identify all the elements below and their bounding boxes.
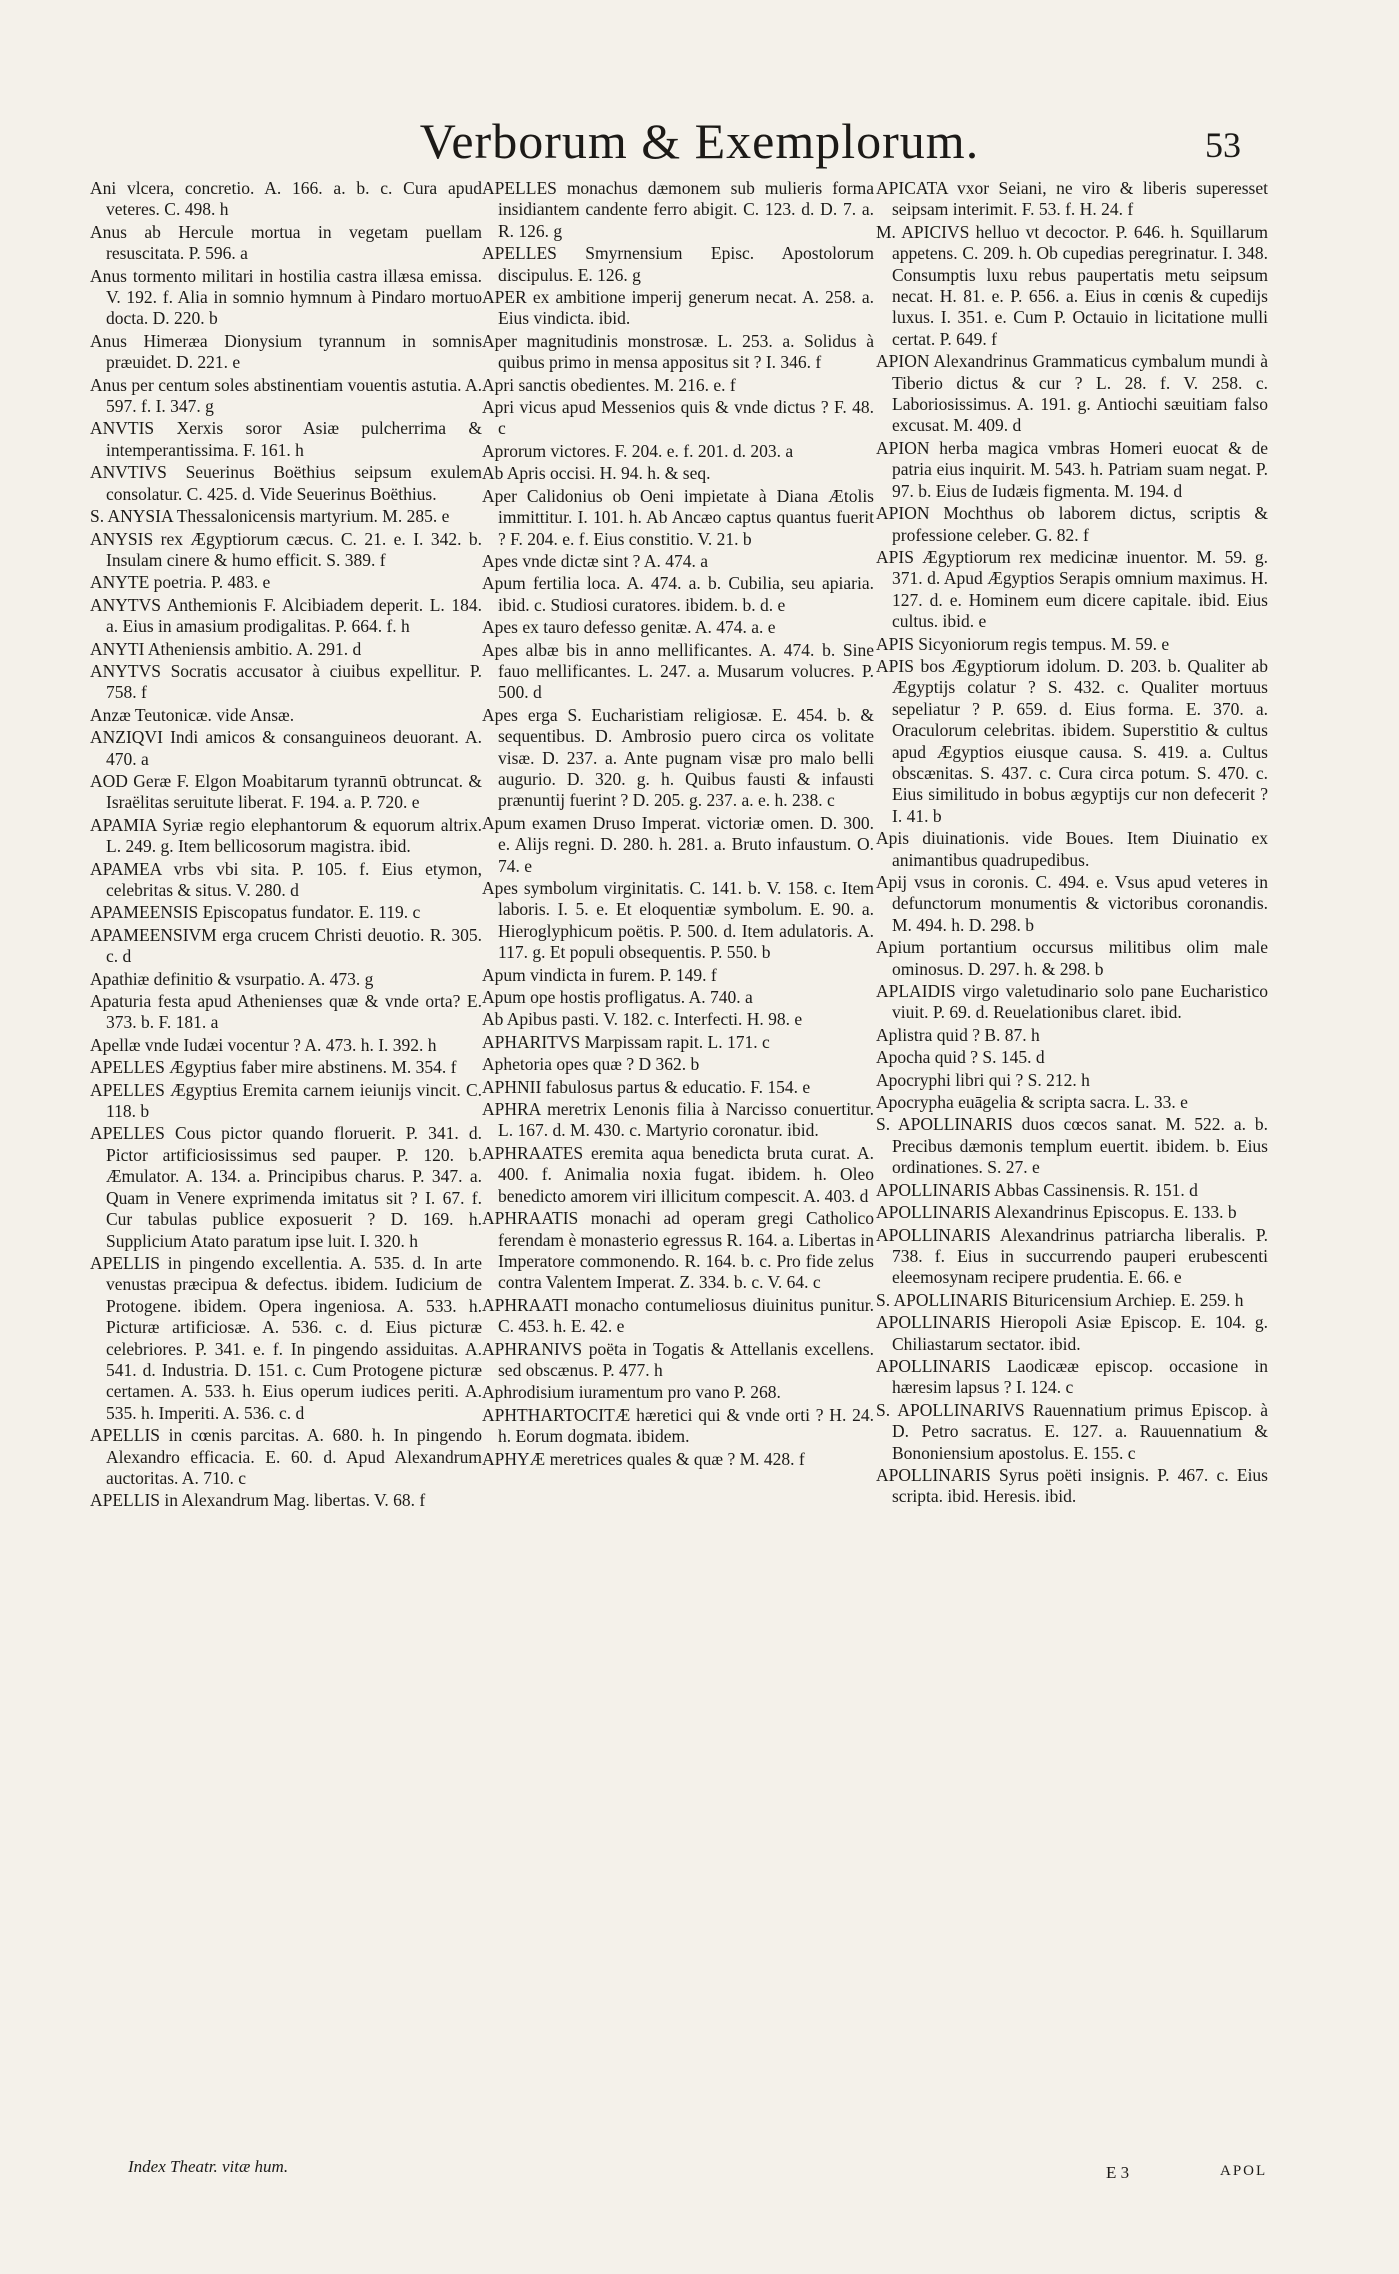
index-entry: APAMEENSIS Episcopatus fundator. E. 119. c [90, 902, 421, 923]
index-entry: APION Alexandrinus Grammaticus cymbalum mundi à Tiberio dictus & cur ? L. 28. f. V. 258. c. Laboriosissimus. A. 191. g. Antiochi sæuitiam falso excusat. M. 409. d [876, 351, 1268, 436]
index-entry: APELLIS in pingendo excellentia. A. 535. d. In arte venustas præcipua & defectus. ibidem. Iudicium de Protogene. ibidem. Opera ingeniosa. A. 533. h. Picturæ artificiosæ. A. 536. c. d. Eius picturæ celebriores. P. 341. e. f. In pingendo assiduitas. A. 541. d. Industria. D. 151. c. Cum Protogene picturæ certamen. A. 533. h. Eius operum iudices periti. A. 535. h. Imperiti. A. 536. c. d [90, 1252, 482, 1423]
index-entry: ANYTE poetria. P. 483. e [90, 572, 271, 593]
index-entry: APION herba magica vmbras Homeri euocat & de patria eius inquirit. M. 543. h. Patriam suam negat. P. 97. b. Eius de Iudæis figmenta. M. 194. d [876, 437, 1268, 501]
index-entry: Apum examen Druso Imperat. victoriæ omen. D. 300. e. Alijs regni. D. 280. h. 281. a. Bruto infaustum. O. 74. e [482, 812, 874, 876]
index-entry: ANVTIVS Seuerinus Boëthius seipsum exulem consolatur. C. 425. d. Vide Seuerinus Boëthius. [90, 462, 482, 504]
index-entry: APELLES Cous pictor quando floruerit. P. 341. d. Pictor artificiosissimus sed pauper. P. 120. b. Æmulator. A. 134. a. Principibus charus. P. 347. a. Quam in Venere exprimenda imitatus sit ? I. 67. f. Cur tabulas publice exposuerit ? D. 169. h. Supplicium Atato paratum ipse luit. I. 320. h [90, 1123, 482, 1251]
index-entry: APION Mochthus ob laborem dictus, scriptis & professione celeber. G. 82. f [876, 503, 1268, 545]
index-entry: APIS Ægyptiorum rex medicinæ inuentor. M. 59. g. 371. d. Apud Ægyptios Serapis omnium maximus. H. 127. d. e. Hominem eum dicere capitale. ibid. Eius cultus. ibid. e [876, 546, 1268, 632]
index-entry: APER ex ambitione imperij generum necat. A. 258. a. Eius vindicta. ibid. [482, 287, 874, 329]
index-entry: APOLLINARIS Hieropoli Asiæ Episcop. E. 104. g. Chiliastarum sectator. ibid. [876, 1312, 1268, 1354]
index-entry: Apum vindicta in furem. P. 149. f [482, 964, 717, 985]
index-entry: ANVTIS Xerxis soror Asiæ pulcherrima & intemperantissima. F. 161. h [90, 418, 482, 460]
index-entry: APHARITVS Marpissam rapit. L. 171. c [482, 1031, 770, 1052]
index-column-left [90, 178, 482, 1512]
index-entry: ANYTVS Anthemionis F. Alcibiadem deperit. L. 184. a. Eius in amasium prodigalitas. P. 664. f. h [90, 594, 482, 637]
index-entry: Anus Himeræa Dionysium tyrannum in somnis præuidet. D. 221. e [90, 330, 482, 373]
index-entry: ANYTI Atheniensis ambitio. A. 291. d [90, 638, 362, 659]
index-entry: APHRANIVS poëta in Togatis & Attellanis excellens. sed obscænus. P. 477. h [482, 1338, 874, 1380]
index-entry: APOLLINARIS Alexandrinus patriarcha liberalis. P. 738. f. Eius in succurrendo pauperi erubescenti eleemosynam recipere prudentia. E. 66. e [876, 1224, 1268, 1288]
index-entry: APICATA vxor Seiani, ne viro & liberis superesset seipsam interimit. F. 53. f. H. 24. f [876, 178, 1268, 220]
index-entry: ANZIQVI Indi amicos & consanguineos deuorant. A. 470. a [90, 727, 482, 769]
index-entry: Apium portantium occursus militibus olim male ominosus. D. 297. h. & 298. b [876, 937, 1268, 979]
index-entry: APOLLINARIS Alexandrinus Episcopus. E. 133. b [876, 1202, 1237, 1223]
index-entry: Ani vlcera, concretio. A. 166. a. b. c. Cura apud veteres. C. 498. h [90, 178, 482, 220]
index-entry: Apaturia festa apud Athenienses quæ & vnde orta? E. 373. b. F. 181. a [90, 991, 482, 1033]
index-entry: APELLES monachus dæmonem sub mulieris forma insidiantem candente ferro abigit. C. 123. d. D. 7. a. R. 126. g [482, 178, 874, 241]
index-column-right [876, 178, 1268, 1508]
index-entry: Apes erga S. Eucharistiam religiosæ. E. 454. b. & sequentibus. D. Ambrosio puero circa os volitate visæ. D. 237. a. Ante pugnam visæ pro malo belli augurio. D. 320. g. h. Quibus fausti & infausti prænuntij fuerint ? D. 205. g. 237. a. e. h. 238. c [482, 704, 874, 811]
index-entry: APIS Sicyoniorum regis tempus. M. 59. e [876, 633, 1170, 654]
index-entry: APAMEENSIVM erga crucem Christi deuotio. R. 305. c. d [90, 924, 482, 967]
index-entry: Anus per centum soles abstinentiam vouentis astutia. A. 597. f. I. 347. g [90, 374, 482, 417]
index-entry: APAMIA Syriæ regio elephantorum & equorum altrix. L. 249. g. Item bellicosorum magistra. ibid. [90, 814, 482, 857]
index-entry: APHRAATES eremita aqua benedicta bruta curat. A. 400. f. Animalia noxia fugat. ibidem. h. Oleo benedicto amorem viri illicitum compescit. A. 403. d [482, 1142, 874, 1206]
index-entry: APELLES Ægyptius Eremita carnem ieiunijs vincit. C. 118. b [90, 1079, 482, 1122]
index-entry: S. APOLLINARIVS Rauennatium primus Episcop. à D. Petro sacratus. E. 127. a. Rauuennatium & Bononiensium apostolus. E. 155. c [876, 1399, 1268, 1463]
index-entry: APELLES Ægyptius faber mire abstinens. M. 354. f [90, 1057, 457, 1078]
index-entry: APELLIS in Alexandrum Mag. libertas. V. 68. f [90, 1490, 426, 1511]
index-entry: Ab Apibus pasti. V. 182. c. Interfecti. H. 98. e [482, 1009, 803, 1030]
index-entry: ANYTVS Socratis accusator à ciuibus expellitur. P. 758. f [90, 660, 482, 703]
index-entry: Apes vnde dictæ sint ? A. 474. a [482, 550, 709, 571]
index-entry: Ab Apris occisi. H. 94. h. & seq. [482, 463, 711, 484]
index-entry: Apocha quid ? S. 145. d [876, 1047, 1045, 1068]
index-entry: S. APOLLINARIS Bituricensium Archiep. E. 259. h [876, 1289, 1244, 1310]
index-entry: Apes ex tauro defesso genitæ. A. 474. a. e [482, 617, 776, 638]
index-entry: Apes symbolum virginitatis. C. 141. b. V. 158. c. Item laboris. I. 5. e. Et eloquentiæ symbolum. E. 90. a. Hieroglyphicum poëtis. P. 500. d. Item adulatoris. A. 117. g. Et populi obsequentis. P. 550. b [482, 878, 874, 963]
index-entry: APHRAATIS monachi ad operam gregi Catholico ferendam è monasterio egressus R. 164. a. Libertas in Imperatore commonendo. R. 164. b. c. Pro fide zelus contra Valentem Imperat. Z. 334. b. c. V. 64. c [482, 1208, 874, 1293]
index-entry: Anus tormento militari in hostilia castra illæsa emissa. V. 192. f. Alia in somnio hymnum à Pindaro mortuo docta. D. 220. b [90, 265, 482, 329]
index-entry: APELLES Smyrnensium Episc. Apostolorum discipulus. E. 126. g [482, 243, 874, 285]
index-entry: APHRAATI monacho contumeliosus diuinitus punitur. C. 453. h. E. 42. e [482, 1294, 874, 1337]
index-entry: ANYSIS rex Ægyptiorum cæcus. C. 21. e. I. 342. b. Insulam cinere & humo efficit. S. 389. f [90, 528, 482, 570]
index-entry: Apum ope hostis profligatus. A. 740. a [482, 987, 753, 1008]
index-entry: Aper magnitudinis monstrosæ. L. 253. a. Solidus à quibus primo in mensa appositus sit ? I. 346. f [482, 330, 874, 373]
index-entry: Apis diuinationis. vide Boues. Item Diuinatio ex animantibus quadrupedibus. [876, 828, 1268, 870]
index-entry: Apocrypha euāgelia & scripta sacra. L. 33. e [876, 1092, 1188, 1113]
index-entry: Anus ab Hercule mortua in vegetam puellam resuscitata. P. 596. a [90, 221, 482, 264]
index-entry: APELLIS in cœnis parcitas. A. 680. h. In pingendo Alexandro efficacia. E. 60. d. Apud Alexandrum auctoritas. A. 710. c [90, 1425, 482, 1488]
footer-index-note: Index Theatr. vitæ hum. [128, 2157, 289, 2176]
index-entry: APIS bos Ægyptiorum idolum. D. 203. b. Qualiter ab Ægyptijs colatur ? S. 432. c. Qualiter mortuus sepeliatur ? P. 659. d. Eius forma. E. 370. a. Oraculorum celebritas. ibidem. Superstitio & cultus apud Ægyptios eiusque causa. S. 419. a. Cultus obscænitas. S. 437. c. Cura circa potum. S. 470. c. Eius similitudo in bobus ægyptijs cur non defecerit ? I. 41. b [876, 655, 1268, 826]
index-entry: Apathiæ definitio & vsurpatio. A. 473. g [90, 968, 374, 989]
index-entry: Apes albæ bis in anno mellificantes. A. 474. b. Sine fauo mellificantes. L. 247. a. Musarum volucres. P. 500. d [482, 639, 874, 703]
index-entry: S. APOLLINARIS duos cœcos sanat. M. 522. a. b. Precibus dæmonis templum euertit. ibidem. b. Eius ordinationes. S. 27. e [876, 1114, 1268, 1178]
index-entry: APHNII fabulosus partus & educatio. F. 154. e [482, 1076, 811, 1097]
signature-mark: E 3 [1106, 2163, 1130, 2182]
index-entry: Apij vsus in coronis. C. 494. e. Vsus apud veteres in defunctorum monumentis & victoribus coronandis. M. 494. h. D. 298. b [876, 872, 1268, 935]
index-entry: S. ANYSIA Thessalonicensis martyrium. M. 285. e [90, 506, 450, 527]
index-entry: Aplistra quid ? B. 87. h [876, 1024, 1040, 1045]
index-entry: Apellæ vnde Iudæi vocentur ? A. 473. h. I. 392. h [90, 1034, 437, 1055]
index-entry: Apri vicus apud Messenios quis & vnde dictus ? F. 48. c [482, 397, 874, 439]
index-entry: Aphrodisium iuramentum pro vano P. 268. [482, 1382, 781, 1403]
index-entry: APHTHARTOCITÆ hæretici qui & vnde orti ? H. 24. h. Eorum dogmata. ibidem. [482, 1404, 874, 1447]
page-number: 53 [1205, 125, 1241, 165]
index-entry: APHYÆ meretrices quales & quæ ? M. 428. f [482, 1448, 805, 1469]
index-column-middle [482, 178, 874, 1470]
index-entry: APHRA meretrix Lenonis filia à Narcisso conuertitur. L. 167. d. M. 430. c. Martyrio coronatur. ibid. [482, 1099, 874, 1141]
index-entry: Anzæ Teutonicæ. vide Ansæ. [90, 704, 295, 725]
index-entry: APOLLINARIS Syrus poëti insignis. P. 467. c. Eius scripta. ibid. Heresis. ibid. [876, 1464, 1268, 1507]
index-entry: APAMEA vrbs vbi sita. P. 105. f. Eius etymon, celebritas & situs. V. 280. d [90, 858, 482, 900]
index-entry: M. APICIVS helluo vt decoctor. P. 646. h. Squillarum appetens. C. 209. h. Ob cupedias peregrinatur. I. 348. Consumptis luxu rebus paupertatis metu seipsum necat. H. 81. e. P. 656. a. Eius in cœnis & cupedijs luxus. I. 351. e. Cum P. Octauio in licitatione mulli certat. P. 649. f [876, 221, 1268, 349]
page-title: Verborum & Exemplorum. [419, 113, 980, 169]
index-entry: Aper Calidonius ob Oeni impietate à Diana Ætolis immittitur. I. 101. h. Ab Ancæo captus quantus fuerit ? F. 204. e. f. Eius constitio. V. 21. b [482, 485, 874, 549]
index-entry: Aphetoria opes quæ ? D 362. b [482, 1054, 700, 1075]
index-entry: Aprorum victores. F. 204. e. f. 201. d. 203. a [482, 440, 794, 461]
index-entry: AOD Geræ F. Elgon Moabitarum tyrannū obtruncat. & Israëlitas seruitute liberat. F. 194. a. P. 720. e [90, 770, 482, 813]
index-entry: APLAIDIS virgo valetudinario solo pane Eucharistico viuit. P. 69. d. Reuelationibus claret. ibid. [876, 981, 1268, 1023]
index-entry: APOLLINARIS Laodicææ episcop. occasione in hæresim lapsus ? I. 124. c [876, 1355, 1268, 1398]
index-entry: Apum fertilia loca. A. 474. a. b. Cubilia, seu apiaria. ibid. c. Studiosi curatores. ibidem. b. d. e [482, 573, 874, 615]
index-entry: Apocryphi libri qui ? S. 212. h [876, 1069, 1090, 1090]
index-entry: Apri sanctis obedientes. M. 216. e. f [482, 374, 736, 395]
catchword: APOL [1220, 2163, 1268, 2179]
index-entry: APOLLINARIS Abbas Cassinensis. R. 151. d [876, 1179, 1198, 1200]
